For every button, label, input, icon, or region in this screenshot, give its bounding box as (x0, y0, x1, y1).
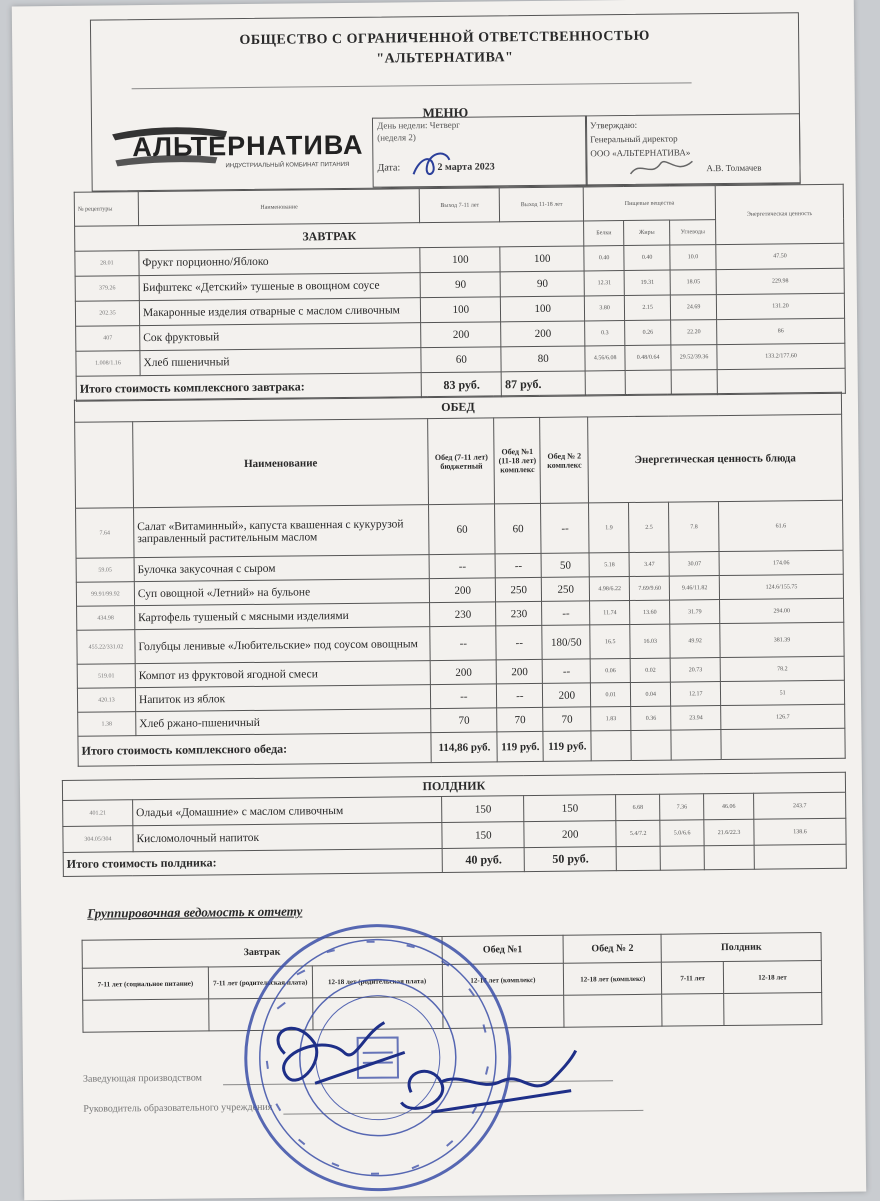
report-h-snack: Полдник (661, 933, 821, 963)
portion-complex2: -- (542, 659, 590, 684)
report-sub-parent-7-11: 7-11 лет (родительская плата) (208, 966, 312, 999)
portion-11-18: 100 (500, 246, 584, 272)
portion-7-11: 60 (421, 347, 501, 373)
dish-name: Компот из фруктовой ягодной смеси (135, 661, 431, 688)
portion-11-18: 100 (501, 296, 585, 322)
day-info-box (372, 115, 588, 187)
carbs-value: 12.17 (671, 682, 721, 707)
portion-complex2: -- (542, 601, 590, 626)
col-carbs: Углеводы (670, 220, 716, 245)
fats-value: 16.03 (630, 624, 670, 658)
carbs-value: 29.52/39.36 (671, 345, 717, 370)
carbs-value: 46.06 (704, 793, 754, 820)
proteins-value: 11.74 (590, 601, 630, 625)
approve-label: Утверждаю: (589, 119, 638, 131)
dish-name: Напиток из яблок (135, 685, 431, 712)
dish-name: Голубцы ленивые «Любительские» под соусом овощным (135, 627, 431, 664)
recipe-code: 379.26 (75, 276, 139, 302)
company-logo (107, 120, 364, 183)
recipe-code: 304.05/304 (63, 826, 133, 853)
carbs-value: 23.94 (671, 706, 721, 731)
signature-2-icon (391, 1040, 592, 1132)
portion-11-18: 200 (501, 321, 585, 347)
breakfast-total-11-18: 87 руб. (501, 371, 585, 397)
director-signature-icon (626, 153, 696, 182)
carbs-value: 9.46/11.82 (670, 576, 720, 601)
report-cell (564, 994, 662, 1027)
recipe-code: 1.38 (78, 712, 136, 737)
portion-complex1: 60 (495, 503, 542, 553)
carbs-value: 7.8 (669, 502, 719, 553)
report-sub-snack-12-18: 12-18 лет (723, 961, 821, 994)
carbs-value: 30.07 (669, 552, 719, 577)
fats-value: 5.0/6.6 (660, 820, 704, 846)
portion-11-18: 150 (524, 795, 616, 822)
lunch-table (74, 392, 846, 767)
dish-name: Булочка закусочная с сыром (134, 555, 430, 582)
lunch-col-complex1: Обед №1 (11-18 лет) комплекс (494, 417, 541, 503)
proteins-value: 0.01 (591, 682, 631, 706)
portion-complex1: -- (497, 683, 543, 707)
carbs-value: 24.69 (670, 295, 716, 320)
recipe-code: 7.64 (76, 508, 134, 559)
org-name-line2: "АЛЬТЕРНАТИВА" (376, 50, 514, 67)
portion-7-11: 150 (442, 796, 524, 823)
dish-name: Хлеб ржано-пшеничный (136, 709, 432, 736)
portion-11-18: 80 (501, 346, 585, 372)
portion-budget: 200 (431, 660, 497, 685)
energy-value: 61.6 (719, 500, 843, 551)
proteins-value: 3.80 (585, 296, 625, 321)
recipe-code: 455.22/331.02 (77, 630, 135, 665)
portion-7-11: 90 (421, 272, 501, 298)
recipe-code: 202.35 (75, 301, 139, 327)
recipe-code: 519.01 (77, 664, 135, 689)
report-h-lunch2: Обед № 2 (563, 934, 661, 963)
weekday-label: День недели: Четверг (376, 119, 460, 131)
carbs-value: 21.6/22.3 (704, 819, 754, 846)
recipe-code: 407 (76, 326, 140, 352)
portion-7-11: 200 (421, 322, 501, 348)
portion-complex2: 250 (542, 577, 590, 602)
col-recipe-header: № рецептуры (74, 192, 138, 227)
approve-position: Генеральный директор (590, 133, 678, 145)
energy-value: 381.39 (720, 622, 844, 657)
lunch-row (76, 500, 843, 558)
date-label: Дата: (377, 162, 401, 174)
portion-budget: 230 (430, 602, 496, 627)
breakfast-total-7-11: 83 руб. (422, 372, 502, 398)
portion-budget: 70 (431, 708, 497, 733)
dish-name: Макаронные изделия отварные с маслом сливочным (139, 298, 421, 326)
report-sub-complex1: 12-18 лет (комплекс) (442, 963, 564, 996)
portion-budget: -- (429, 554, 495, 579)
fats-value: 19.31 (624, 270, 670, 295)
report-h-lunch1: Обед №1 (442, 935, 564, 964)
report-title: Группировочная ведомость к отчету (87, 903, 303, 921)
proteins-value: 5.4/7.2 (616, 820, 660, 846)
report-sub-social: 7-11 лет (социальное питание) (82, 967, 208, 1000)
handwritten-date-icon (409, 148, 457, 183)
proteins-value: 4.98/6.22 (590, 577, 630, 601)
portion-complex2: 70 (543, 707, 591, 732)
col-fats: Жиры (624, 220, 670, 245)
fats-value: 7.36 (660, 794, 704, 820)
report-h-breakfast: Завтрак (82, 936, 442, 968)
dish-name: Салат «Витаминный», капуста квашенная с кукурузой заправленный растительным маслом (133, 505, 429, 558)
energy-value: 138.6 (754, 818, 846, 845)
lunch-col-energy: Энергетическая ценность блюда (588, 414, 843, 503)
col-energy-header: Энергетическая ценность (715, 184, 844, 244)
section-lunch: ОБЕД (74, 392, 841, 422)
menu-title: МЕНЮ (422, 104, 469, 121)
proteins-value: 0.06 (590, 658, 630, 682)
energy-value: 174.06 (719, 550, 843, 575)
proteins-value: 0.3 (585, 321, 625, 346)
portion-7-11: 100 (420, 247, 500, 273)
fats-value: 0.40 (624, 245, 670, 270)
portion-complex1: 230 (496, 601, 542, 625)
snack-total-label: Итого стоимость полдника: (63, 848, 443, 876)
lunch-total-budget: 114,86 руб. (431, 732, 497, 763)
energy-value: 126.7 (721, 704, 845, 729)
portion-complex1: 200 (496, 659, 542, 683)
carbs-value: 20.73 (670, 658, 720, 683)
approve-director-name: А.В. Толмачев (706, 162, 762, 174)
proteins-value: 6.68 (616, 794, 660, 820)
fats-value: 0.04 (631, 682, 671, 706)
approval-box (585, 113, 801, 185)
portion-11-18: 200 (524, 821, 616, 848)
section-snack: ПОЛДНИК (62, 772, 845, 800)
portion-budget: 60 (429, 504, 495, 555)
document-header (90, 12, 801, 191)
portion-budget: -- (431, 684, 497, 709)
recipe-code: 401.21 (63, 800, 133, 827)
lunch-total-complex1: 119 руб. (497, 731, 543, 761)
energy-value: 51 (721, 680, 845, 705)
carbs-value: 22.20 (671, 320, 717, 345)
report-sub-snack-7-11: 7-11 лет (662, 962, 724, 995)
document-sheet (12, 0, 866, 1200)
proteins-value: 12.31 (584, 271, 624, 296)
portion-complex2: 180/50 (542, 625, 590, 660)
dish-name: Оладьи «Домашние» с маслом сливочным (133, 796, 443, 825)
recipe-code: 420.13 (77, 688, 135, 713)
recipe-code: 434.98 (77, 606, 135, 631)
report-cell (724, 993, 822, 1026)
approve-company: ООО «АЛЬТЕРНАТИВА» (590, 147, 691, 159)
col-proteins: Белки (584, 221, 624, 246)
energy-value: 294.00 (720, 598, 844, 623)
energy-value: 124.6/155.75 (719, 574, 843, 599)
lunch-col-budget: Обед (7-11 лет) бюджетный (428, 418, 495, 505)
carbs-value: 31.79 (670, 600, 720, 625)
col-name-header: Наименование (138, 189, 420, 226)
proteins-value: 5.18 (589, 553, 629, 577)
portion-complex1: -- (495, 553, 541, 577)
fats-value: 13.60 (630, 600, 670, 624)
logo-subtitle: ИНДУСТРИАЛЬНЫЙ КОМБИНАТ ПИТАНИЯ (225, 161, 350, 170)
portion-complex1: 70 (497, 707, 543, 731)
portion-complex2: -- (541, 503, 589, 553)
energy-value: 78.2 (720, 656, 844, 681)
fats-value: 2.15 (625, 295, 671, 320)
fats-value: 0.36 (631, 706, 671, 730)
footer-production-manager: Заведующая производством (82, 1072, 202, 1085)
energy-value: 243.7 (754, 792, 846, 819)
portion-complex1: 250 (496, 577, 542, 601)
fats-value: 0.48/0.64 (625, 345, 671, 370)
col-nutrients-header: Пищевые вещества (583, 186, 715, 221)
dish-name: Хлеб пшеничный (140, 348, 422, 376)
proteins-value: 4.56/6.08 (585, 346, 625, 371)
carbs-value: 10.0 (670, 245, 716, 270)
report-cell (83, 999, 209, 1032)
report-sub-parent-12-18: 12-18 лет (родительская плата) (312, 964, 442, 997)
proteins-value: 1.83 (591, 706, 631, 730)
energy-value: 131.20 (716, 293, 844, 319)
snack-total-7-11: 40 руб. (443, 848, 525, 873)
portion-complex1: -- (496, 625, 542, 659)
dish-name: Бифштекс «Детский» тушеные в овощном соусе (139, 273, 421, 301)
recipe-code: 99.91/99.92 (76, 582, 134, 607)
lunch-total-complex2: 119 руб. (543, 731, 591, 762)
breakfast-table (74, 184, 846, 402)
breakfast-total-label: Итого стоимость комплексного завтрака: (76, 373, 422, 402)
fats-value: 0.02 (630, 658, 670, 682)
portion-budget: 200 (430, 578, 496, 603)
date-value: 2 марта 2023 (437, 161, 495, 173)
week-number: (неделя 2) (377, 132, 416, 143)
report-cell (662, 994, 724, 1027)
carbs-value: 18.05 (670, 270, 716, 295)
recipe-code: 28.01 (75, 251, 139, 277)
energy-value: 229.98 (716, 268, 844, 294)
lunch-total-label: Итого стоимость комплексного обеда: (78, 733, 432, 767)
proteins-value: 1.9 (589, 503, 629, 553)
portion-budget: -- (430, 626, 496, 661)
portion-complex2: 50 (541, 553, 589, 578)
footer-school-director: Руководитель образовательного учреждения (83, 1101, 273, 1115)
lunch-col-complex2: Обед № 2 комплекс (540, 417, 589, 503)
col-output-7-11-header: Выход 7-11 лет (420, 188, 500, 223)
energy-value: 133.2/177.60 (717, 343, 845, 369)
org-name-line1: ОБЩЕСТВО С ОГРАНИЧЕННОЙ ОТВЕТСТВЕННОСТЬЮ (239, 28, 650, 49)
proteins-value: 16.5 (590, 625, 630, 659)
dish-name: Сок фруктовый (140, 323, 422, 351)
header-divider (132, 82, 692, 89)
portion-complex2: 200 (543, 683, 591, 708)
fats-value: 3.47 (629, 552, 669, 576)
dish-name: Кисломолочный напиток (133, 822, 443, 851)
lunch-col-name: Наименование (133, 419, 429, 508)
dish-name: Картофель тушеный с мясными изделиями (135, 603, 431, 630)
dish-name: Суп овощной «Летний» на бульоне (134, 579, 430, 606)
carbs-value: 49.92 (670, 624, 720, 659)
dish-name: Фрукт порционно/Яблоко (139, 248, 421, 276)
fats-value: 0.26 (625, 320, 671, 345)
energy-value: 86 (717, 318, 845, 344)
portion-7-11: 150 (442, 822, 524, 849)
portion-11-18: 90 (500, 271, 584, 297)
fats-value: 7.69/9.60 (630, 576, 670, 600)
col-output-11-18-header: Выход 11-18 лет (500, 187, 584, 222)
proteins-value: 0.40 (584, 246, 624, 271)
section-breakfast: ЗАВТРАК (75, 221, 584, 251)
energy-value: 47.50 (716, 243, 844, 269)
snack-total-11-18: 50 руб. (524, 847, 616, 872)
logo-text: АЛЬТЕРНАТИВА (132, 129, 364, 163)
recipe-code: 1.008/1.16 (76, 351, 140, 377)
portion-7-11: 100 (421, 297, 501, 323)
recipe-code: 59.05 (76, 558, 134, 583)
fats-value: 2.5 (629, 502, 669, 552)
report-sub-complex2: 12-18 лет (комплекс) (564, 962, 662, 995)
snack-table (62, 772, 847, 877)
